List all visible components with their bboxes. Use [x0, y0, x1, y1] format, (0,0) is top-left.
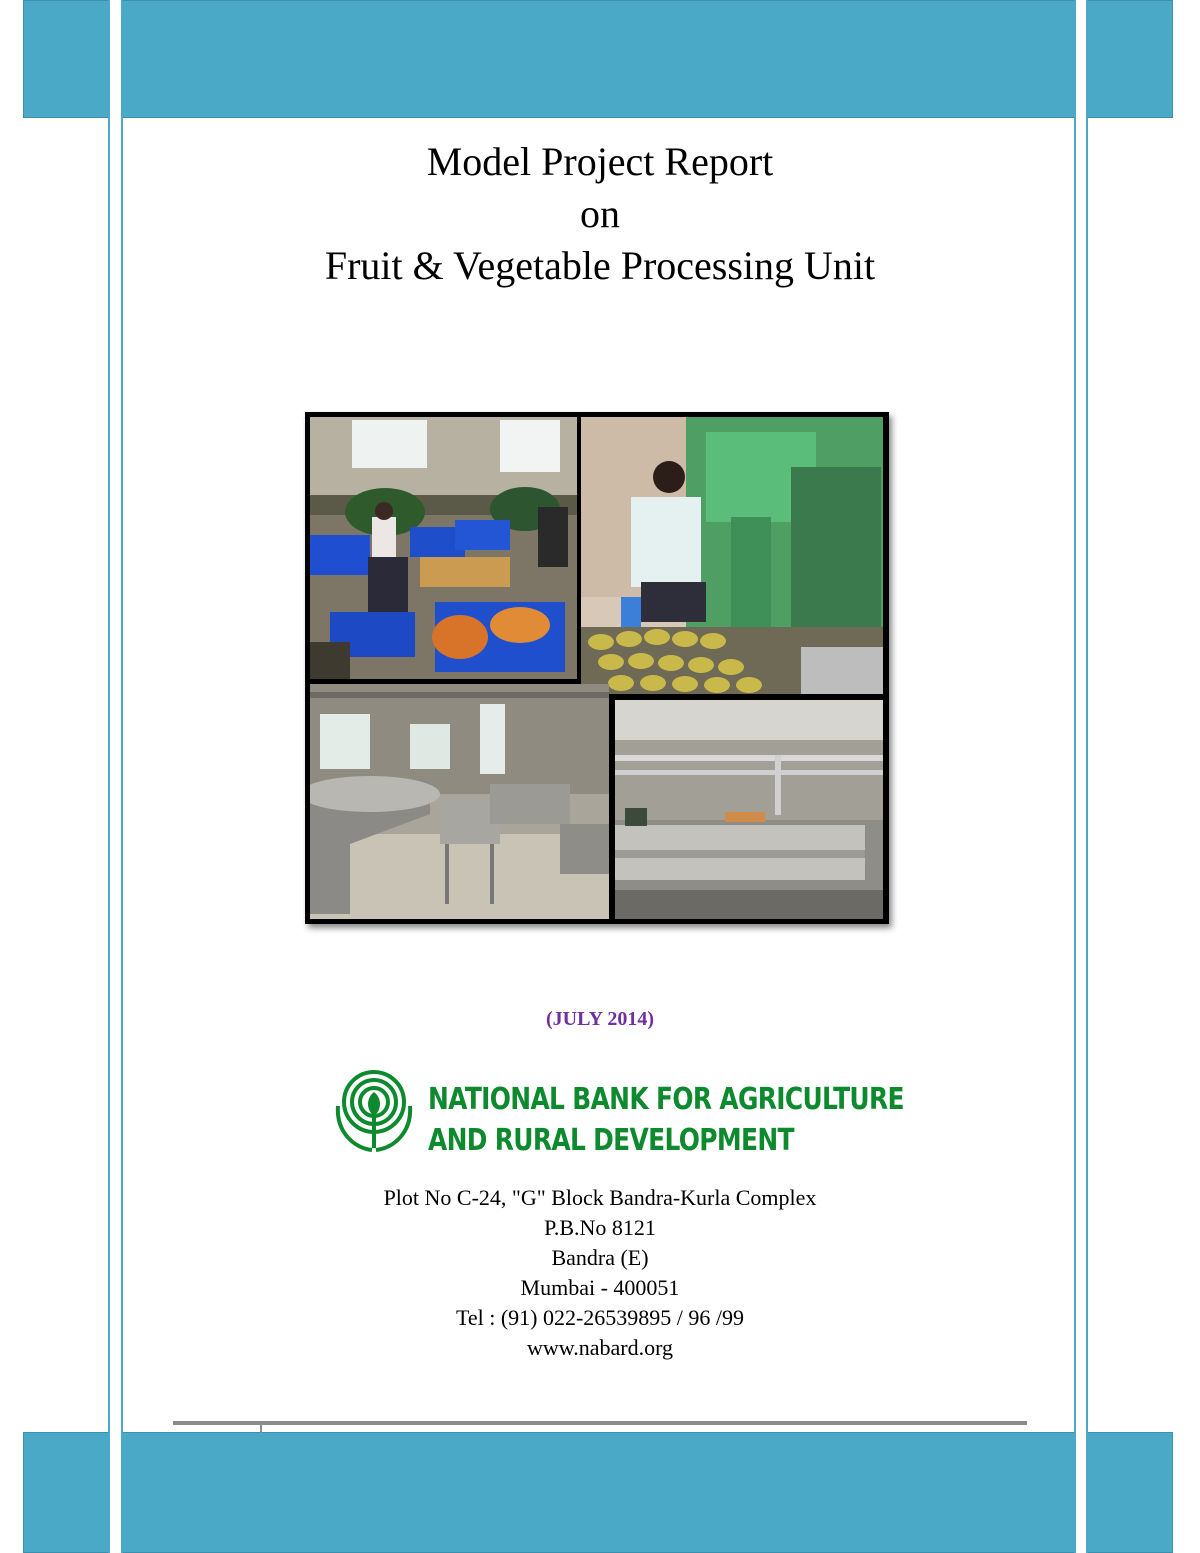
bottom-band-center	[122, 1432, 1075, 1553]
photo-processing-machines	[310, 684, 609, 919]
address-block	[0, 1183, 1200, 1363]
top-band-center	[122, 0, 1075, 118]
address-line: Bandra (E)	[551, 1245, 649, 1270]
bottom-band-left	[23, 1432, 109, 1553]
title-line: Fruit & Vegetable Processing Unit	[324, 243, 876, 288]
website-link[interactable]: www.nabard.org	[526, 1335, 674, 1360]
organization-name	[428, 1079, 904, 1161]
report-title	[0, 136, 1200, 292]
report-date: (JULY 2014)	[546, 1008, 654, 1030]
title-line: Model Project Report	[426, 139, 774, 184]
photo-collage	[305, 412, 889, 924]
nabard-emblem-icon	[332, 1064, 416, 1154]
phone-line: Tel : (91) 022-26539895 / 96 /99	[455, 1305, 745, 1330]
footer-divider-tick	[260, 1425, 262, 1433]
org-name-line: AND RURAL DEVELOPMENT	[428, 1123, 794, 1158]
title-line: on	[580, 191, 620, 236]
address-line: Plot No C-24, "G" Block Bandra-Kurla Complex	[383, 1185, 817, 1210]
photo-washing-line	[615, 700, 883, 919]
address-line: P.B.No 8121	[544, 1215, 656, 1240]
footer-divider	[173, 1421, 1027, 1425]
photo-can-sealing-machine	[581, 417, 883, 694]
top-band-left	[23, 0, 109, 118]
photo-produce-sorting	[310, 417, 577, 679]
org-name-line: NATIONAL BANK FOR AGRICULTURE	[428, 1082, 904, 1117]
bottom-band-right	[1087, 1432, 1173, 1553]
address-line: Mumbai - 400051	[520, 1275, 680, 1300]
top-band-right	[1087, 0, 1173, 118]
